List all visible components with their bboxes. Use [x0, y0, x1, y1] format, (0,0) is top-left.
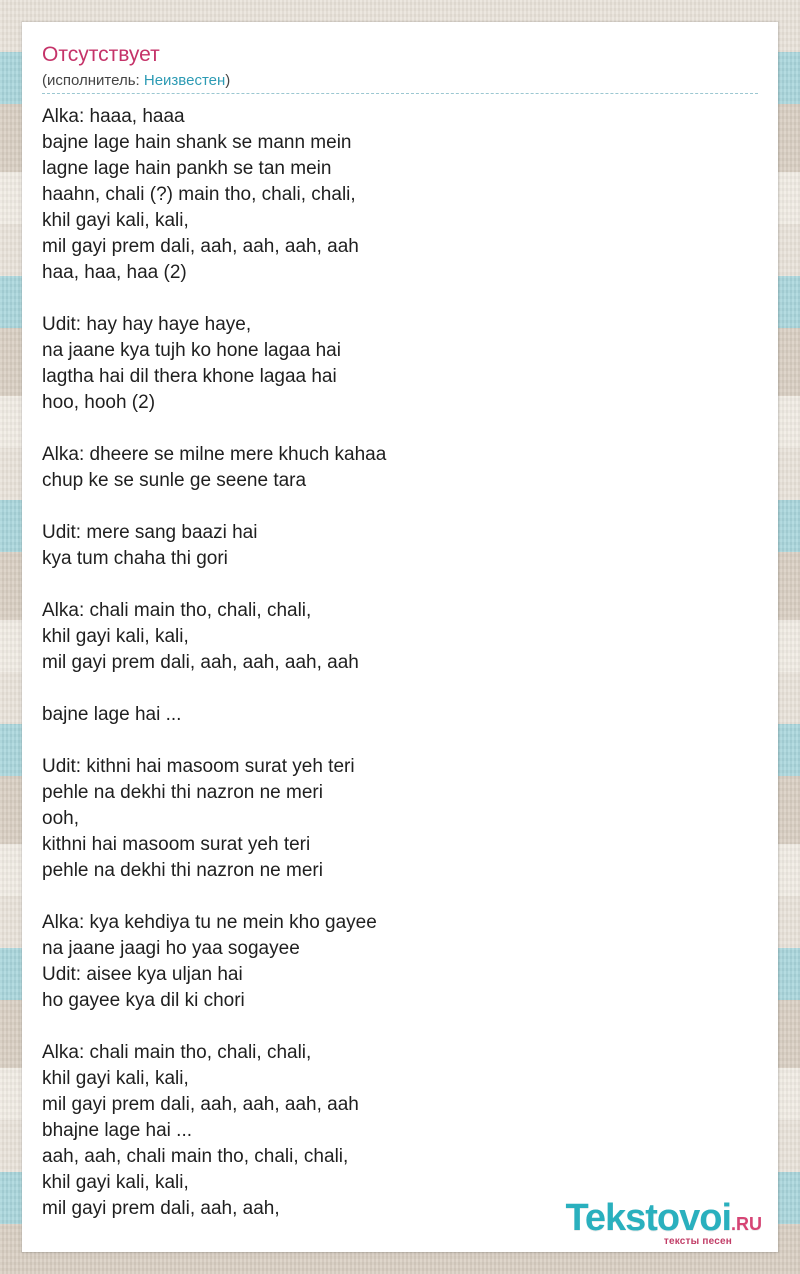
lyrics-line: bajne lage hai ... — [42, 704, 182, 725]
site-brand-domain: .RU — [731, 1214, 762, 1234]
lyrics-line — [42, 884, 758, 910]
artist-row — [42, 72, 758, 90]
lyrics-card — [22, 22, 778, 1252]
lyrics-line: mil gayi prem dali, aah, aah, aah, aah — [42, 1094, 359, 1115]
lyrics-line: haahn, chali (?) main tho, chali, chali, — [42, 184, 356, 205]
site-logo — [564, 1198, 770, 1248]
lyrics-line: bajne lage hain shank se mann mein — [42, 132, 352, 153]
lyrics-line: Udit: hay hay haye haye, — [42, 314, 252, 335]
header-divider — [42, 93, 758, 94]
site-brand-tagline: тексты песен — [663, 1236, 732, 1247]
lyrics-line: ooh, — [42, 808, 79, 829]
site-brand-word: Tekstovoi — [565, 1197, 731, 1239]
artist-suffix: ) — [225, 72, 231, 89]
lyrics-line: mil gayi prem dali, aah, aah, — [42, 1198, 280, 1219]
lyrics-line: kithni hai masoom surat yeh teri — [42, 834, 311, 855]
lyrics-line: ho gayee kya dil ki chori — [42, 990, 245, 1011]
lyrics-line: aah, aah, chali main tho, chali, chali, — [42, 1146, 349, 1167]
lyrics-line: kya tum chaha thi gori — [42, 548, 228, 569]
lyrics-line: Alka: haaa, haaa — [42, 106, 185, 127]
lyrics-line: Alka: kya kehdiya tu ne mein kho gayee — [42, 912, 377, 933]
lyrics-line: khil gayi kali, kali, — [42, 1068, 189, 1089]
lyrics-text — [42, 104, 758, 1222]
lyrics-line: hoo, hooh (2) — [42, 392, 156, 413]
lyrics-line: mil gayi prem dali, aah, aah, aah, aah — [42, 236, 359, 257]
lyrics-line: Udit: mere sang baazi hai — [42, 522, 258, 543]
lyrics-line: bhajne lage hai ... — [42, 1120, 193, 1141]
artist-prefix: (исполнитель: — [42, 72, 144, 89]
lyrics-line: lagne lage hain pankh se tan mein — [42, 158, 332, 179]
lyrics-line: pehle na dekhi thi nazron ne meri — [42, 782, 323, 803]
lyrics-line: na jaane kya tujh ko hone lagaa hai — [42, 340, 341, 361]
lyrics-line: lagtha hai dil thera khone lagaa hai — [42, 366, 337, 387]
lyrics-line — [42, 1014, 758, 1040]
lyrics-line: Udit: aisee kya uljan hai — [42, 964, 243, 985]
lyrics-line: Alka: chali main tho, chali, chali, — [42, 1042, 312, 1063]
lyrics-line: haa, haa, haa (2) — [42, 262, 187, 283]
lyrics-line: Udit: kithni hai masoom surat yeh teri — [42, 756, 355, 777]
lyrics-line: khil gayi kali, kali, — [42, 210, 189, 231]
lyrics-line — [42, 416, 758, 442]
lyrics-line — [42, 286, 758, 312]
lyrics-line: khil gayi kali, kali, — [42, 1172, 189, 1193]
lyrics-line: Alka: dheere se milne mere khuch kahaa — [42, 444, 387, 465]
lyrics-line: Alka: chali main tho, chali, chali, — [42, 600, 312, 621]
lyrics-line: chup ke se sunle ge seene tara — [42, 470, 307, 491]
artist-link[interactable]: Неизвестен — [143, 72, 226, 89]
lyrics-line: na jaane jaagi ho yaa sogayee — [42, 938, 300, 959]
song-header — [42, 42, 758, 90]
lyrics-line: mil gayi prem dali, aah, aah, aah, aah — [42, 652, 359, 673]
lyrics-line: pehle na dekhi thi nazron ne meri — [42, 860, 323, 881]
lyrics-line — [42, 676, 758, 702]
lyrics-line — [42, 572, 758, 598]
lyrics-line: khil gayi kali, kali, — [42, 626, 189, 647]
song-title: Отсутствует — [42, 43, 160, 66]
lyrics-line — [42, 494, 758, 520]
lyrics-line — [42, 728, 758, 754]
